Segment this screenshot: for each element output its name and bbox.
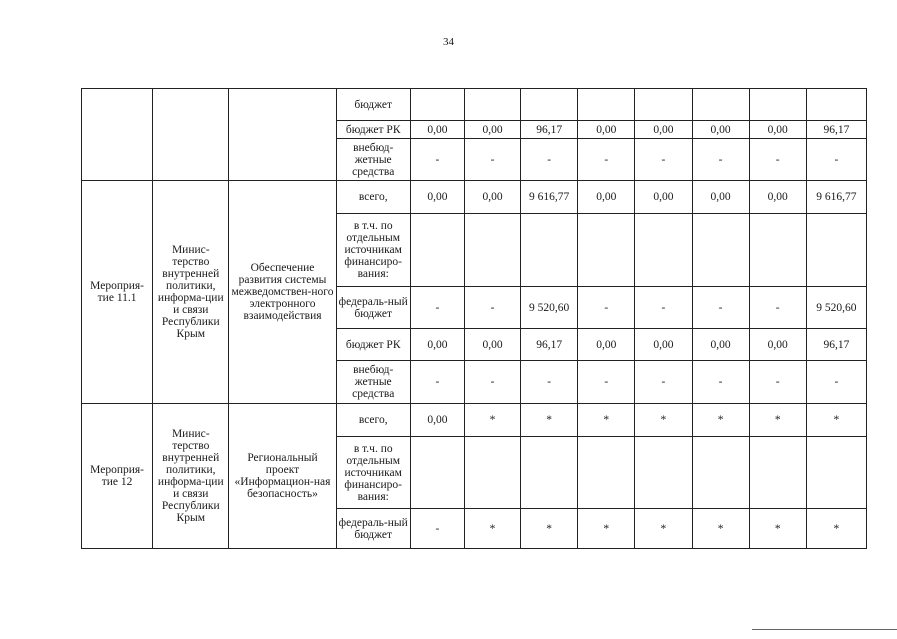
value-cell: - xyxy=(635,361,692,404)
value-cell: * xyxy=(635,509,692,549)
value-cell: 0,00 xyxy=(578,329,635,361)
value-cell: - xyxy=(749,361,806,404)
value-cell xyxy=(521,214,578,287)
page-number: 34 xyxy=(443,36,454,48)
value-cell xyxy=(635,89,692,121)
description-cell: Обеспечение развития системы межведомствен-ного электронного взаимодействия xyxy=(229,181,336,404)
executor-cell: Минис-терство внутренней политики, информа-ции и связи Республики Крым xyxy=(153,404,229,549)
funding-source-cell: в т.ч. по отдельным источникам финансиро-вания: xyxy=(336,437,410,509)
value-cell: - xyxy=(806,361,866,404)
value-cell xyxy=(749,437,806,509)
value-cell: - xyxy=(410,139,464,181)
budget-table xyxy=(81,88,867,549)
description-cell: Региональный проект «Информацион-ная безопасность» xyxy=(229,404,336,549)
value-cell: 0,00 xyxy=(692,121,749,139)
value-cell: 9 616,77 xyxy=(521,181,578,214)
value-cell: - xyxy=(521,139,578,181)
table-row xyxy=(82,404,867,437)
value-cell: * xyxy=(635,404,692,437)
value-cell xyxy=(464,437,520,509)
value-cell: * xyxy=(521,404,578,437)
value-cell: 9 520,60 xyxy=(806,287,866,329)
value-cell xyxy=(806,437,866,509)
event-cell: Мероприя-тие 11.1 xyxy=(82,181,153,404)
value-cell: * xyxy=(749,509,806,549)
value-cell: 0,00 xyxy=(692,181,749,214)
value-cell: 0,00 xyxy=(464,121,520,139)
value-cell xyxy=(692,214,749,287)
value-cell: - xyxy=(806,139,866,181)
value-cell: - xyxy=(464,139,520,181)
value-cell: 0,00 xyxy=(749,329,806,361)
value-cell: 9 616,77 xyxy=(806,181,866,214)
funding-source-cell: в т.ч. по отдельным источникам финансиро-вания: xyxy=(336,214,410,287)
value-cell: 0,00 xyxy=(410,181,464,214)
executor-cell xyxy=(153,89,229,181)
value-cell xyxy=(749,214,806,287)
value-cell: * xyxy=(692,509,749,549)
value-cell: 0,00 xyxy=(635,329,692,361)
budget-table-body xyxy=(82,89,867,549)
value-cell: 0,00 xyxy=(578,181,635,214)
value-cell: - xyxy=(635,287,692,329)
value-cell xyxy=(692,437,749,509)
value-cell: 9 520,60 xyxy=(521,287,578,329)
value-cell: * xyxy=(464,509,520,549)
value-cell xyxy=(578,214,635,287)
value-cell: * xyxy=(749,404,806,437)
value-cell: - xyxy=(521,361,578,404)
value-cell: 0,00 xyxy=(635,181,692,214)
value-cell: 0,00 xyxy=(749,181,806,214)
value-cell: 96,17 xyxy=(521,329,578,361)
value-cell: - xyxy=(578,139,635,181)
value-cell: * xyxy=(692,404,749,437)
value-cell xyxy=(692,89,749,121)
funding-source-cell: внебюд-жетные средства xyxy=(336,361,410,404)
value-cell xyxy=(635,214,692,287)
funding-source-cell: всего, xyxy=(336,404,410,437)
value-cell: 0,00 xyxy=(410,404,464,437)
table-row xyxy=(82,181,867,214)
value-cell: - xyxy=(578,361,635,404)
value-cell: 0,00 xyxy=(464,181,520,214)
value-cell xyxy=(464,89,520,121)
value-cell: - xyxy=(410,509,464,549)
value-cell: 96,17 xyxy=(521,121,578,139)
funding-source-cell: бюджет xyxy=(336,89,410,121)
table-row xyxy=(82,89,867,121)
value-cell xyxy=(410,89,464,121)
value-cell xyxy=(521,437,578,509)
value-cell: - xyxy=(410,287,464,329)
description-cell xyxy=(229,89,336,181)
funding-source-cell: внебюд-жетные средства xyxy=(336,139,410,181)
executor-cell: Минис-терство внутренней политики, информа-ции и связи Республики Крым xyxy=(153,181,229,404)
value-cell: - xyxy=(692,139,749,181)
value-cell: - xyxy=(749,287,806,329)
value-cell: - xyxy=(464,287,520,329)
value-cell: 0,00 xyxy=(410,121,464,139)
value-cell: 0,00 xyxy=(410,329,464,361)
funding-source-cell: всего, xyxy=(336,181,410,214)
value-cell: 0,00 xyxy=(578,121,635,139)
value-cell xyxy=(635,437,692,509)
value-cell: - xyxy=(410,361,464,404)
funding-source-cell: бюджет РК xyxy=(336,329,410,361)
value-cell xyxy=(806,214,866,287)
value-cell: - xyxy=(578,287,635,329)
value-cell: * xyxy=(464,404,520,437)
value-cell xyxy=(578,89,635,121)
value-cell: 0,00 xyxy=(464,329,520,361)
value-cell: * xyxy=(806,404,866,437)
value-cell: * xyxy=(578,509,635,549)
value-cell: - xyxy=(464,361,520,404)
value-cell xyxy=(521,89,578,121)
value-cell: - xyxy=(692,287,749,329)
value-cell: 96,17 xyxy=(806,329,866,361)
scan-artifact-line xyxy=(752,629,897,630)
value-cell xyxy=(464,214,520,287)
value-cell: - xyxy=(692,361,749,404)
value-cell xyxy=(578,437,635,509)
funding-source-cell: бюджет РК xyxy=(336,121,410,139)
value-cell: - xyxy=(635,139,692,181)
event-cell: Мероприя-тие 12 xyxy=(82,404,153,549)
value-cell: * xyxy=(806,509,866,549)
value-cell: 96,17 xyxy=(806,121,866,139)
value-cell: 0,00 xyxy=(749,121,806,139)
value-cell: 0,00 xyxy=(635,121,692,139)
value-cell: * xyxy=(578,404,635,437)
value-cell xyxy=(410,214,464,287)
value-cell: 0,00 xyxy=(692,329,749,361)
value-cell xyxy=(806,89,866,121)
funding-source-cell: федераль-ный бюджет xyxy=(336,509,410,549)
value-cell xyxy=(749,89,806,121)
funding-source-cell: федераль-ный бюджет xyxy=(336,287,410,329)
value-cell xyxy=(410,437,464,509)
value-cell: * xyxy=(521,509,578,549)
value-cell: - xyxy=(749,139,806,181)
event-cell xyxy=(82,89,153,181)
